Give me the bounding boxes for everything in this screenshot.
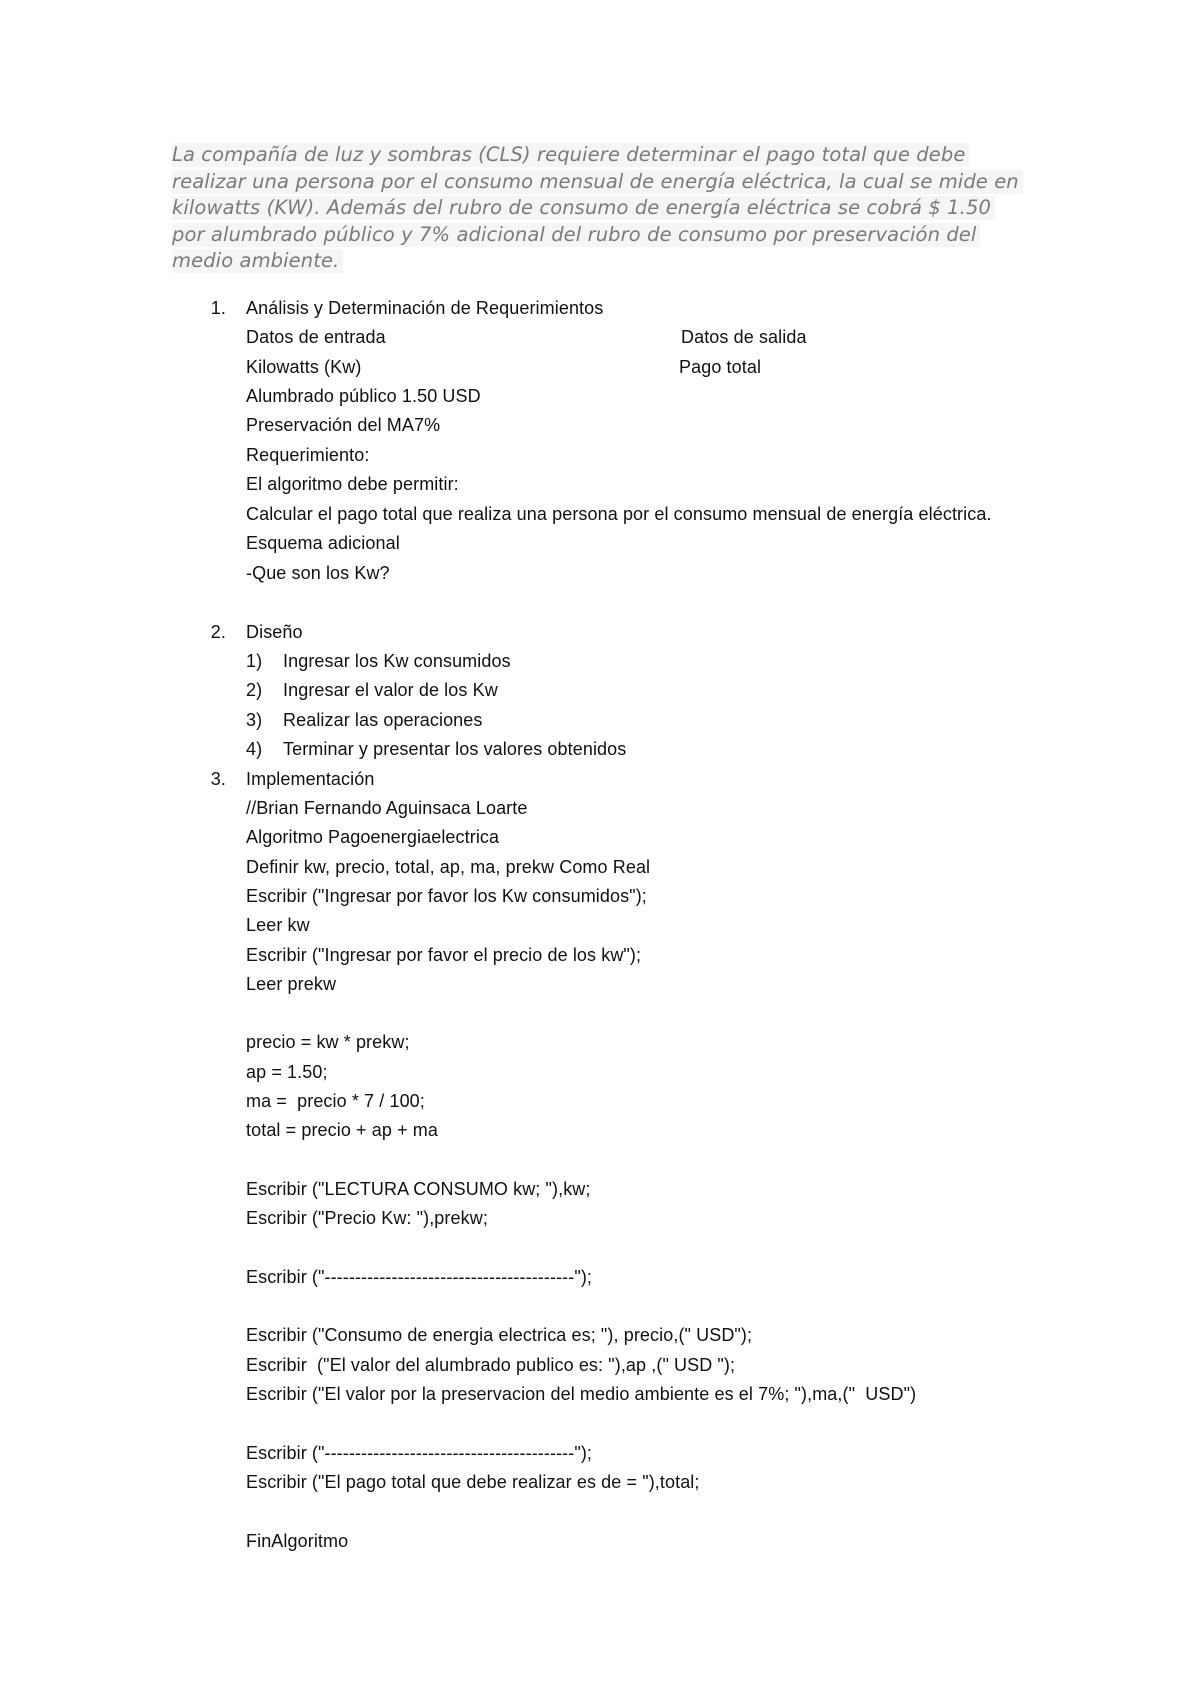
code-line: Algoritmo Pagoenergiaelectrica (246, 827, 500, 847)
problem-statement-line: realizar una persona por el consumo mensual de energía eléctrica, la cual se mide en (172, 169, 1102, 196)
requirement-label: Requerimiento: (246, 445, 370, 465)
step-number: 4) (246, 739, 263, 759)
section-title: Análisis y Determinación de Requerimientos (246, 298, 604, 318)
problem-statement-line: kilowatts (KW). Además del rubro de consumo de energía eléctrica se cobrá $ 1.50 (172, 195, 1102, 222)
code-line: Escribir ("El pago total que debe realizar es de = "),total; (246, 1472, 700, 1492)
step-number: 3) (246, 710, 263, 730)
code-line: precio = kw * prekw; (246, 1032, 410, 1052)
section-number: 2. (210, 622, 226, 642)
section-title: Diseño (246, 622, 303, 642)
code-line: total = precio + ap + ma (246, 1120, 439, 1140)
problem-statement (172, 142, 1102, 275)
problem-statement-line: medio ambiente. (172, 248, 1102, 275)
code-line: Escribir ("Ingresar por favor los Kw consumidos"); (246, 886, 647, 906)
section-number: 3. (210, 769, 226, 789)
code-line: ma = precio * 7 / 100; (246, 1091, 425, 1111)
code-line: Escribir ("El valor del alumbrado publico es: "),ap ,(" USD "); (246, 1355, 736, 1375)
problem-statement-line: La compañía de luz y sombras (CLS) requiere determinar el pago total que debe (172, 142, 1102, 169)
step-text: Terminar y presentar los valores obtenidos (283, 739, 627, 759)
problem-statement-line: por alumbrado público y 7% adicional del rubro de consumo por preservación del (172, 222, 1102, 249)
section-number: 1. (210, 298, 226, 318)
code-line: Escribir ("Ingresar por favor el precio de los kw"); (246, 945, 642, 965)
requirement-text: El algoritmo debe permitir: (246, 474, 459, 494)
code-line: ap = 1.50; (246, 1062, 328, 1082)
input-item: Kilowatts (Kw) (246, 357, 362, 377)
section-title: Implementación (246, 769, 375, 789)
requirement-text: Calcular el pago total que realiza una persona por el consumo mensual de energía eléctrica. (246, 504, 992, 524)
code-line: Escribir ("El valor por la preservacion del medio ambiente es el 7%; "),ma,(" USD") (246, 1384, 917, 1404)
step-text: Ingresar el valor de los Kw (283, 680, 498, 700)
schema-label: Esquema adicional (246, 533, 400, 553)
code-line: Leer kw (246, 915, 310, 935)
input-item: Preservación del MA7% (246, 415, 441, 435)
step-number: 1) (246, 651, 263, 671)
code-line: Escribir ("Consumo de energia electrica es; "), precio,(" USD"); (246, 1325, 753, 1345)
question-text: -Que son los Kw? (246, 563, 390, 583)
code-line: Leer prekw (246, 974, 337, 994)
outputs-header: Datos de salida (681, 327, 807, 347)
step-text: Realizar las operaciones (283, 710, 483, 730)
step-number: 2) (246, 680, 263, 700)
step-text: Ingresar los Kw consumidos (283, 651, 511, 671)
code-line: //Brian Fernando Aguinsaca Loarte (246, 798, 528, 818)
code-line: Definir kw, precio, total, ap, ma, prekw Como Real (246, 857, 651, 877)
code-line: Escribir ("-----------------------------------------"); (246, 1443, 593, 1463)
code-line: Escribir ("-----------------------------------------"); (246, 1267, 593, 1287)
inputs-header: Datos de entrada (246, 327, 386, 347)
output-item: Pago total (679, 357, 762, 377)
code-line: Escribir ("LECTURA CONSUMO kw; "),kw; (246, 1179, 591, 1199)
code-line: FinAlgoritmo (246, 1531, 349, 1551)
input-item: Alumbrado público 1.50 USD (246, 386, 481, 406)
code-line: Escribir ("Precio Kw: "),prekw; (246, 1208, 488, 1228)
